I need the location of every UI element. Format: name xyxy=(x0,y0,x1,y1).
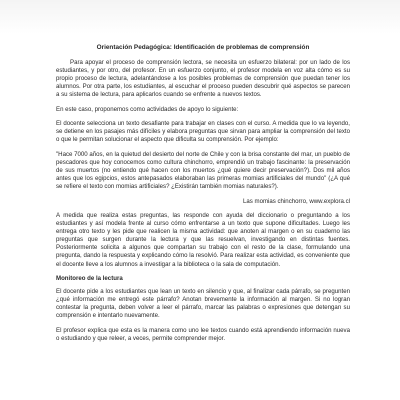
paragraph-rereading: El profesor explica que esta es la manera como uno lee textos cuando está aprendiendo información nueva o estudiando y que releer, a veces, permite comprender mejor. xyxy=(56,326,350,342)
page-top-shade xyxy=(0,0,400,34)
paragraph-questions-activity: A medida que realiza estas preguntas, las responde con ayuda del diccionario o preguntando a los estudiantes y así modela frente al curso cómo enfrentarse a un texto que supone dificultades. Luego les entrega otro texto y les pide que realicen la misma actividad: que anoten al margen o en su cuaderno las preguntas que surgen durante la lectura y que las resuelvan, investigando en distintas fuentes. Posteriormente solicita a algunos que compartan su trabajo con el resto de la clase, formulando una pregunta, dando la respuesta y explicando cómo la resolvió. Para realizar esta actividad, es conveniente que el docente lleve a los alumnos a investigar a la biblioteca o la sala de computación. xyxy=(56,212,350,268)
section-heading-monitoreo: Monitoreo de la lectura xyxy=(56,275,123,283)
paragraph-silent-reading: El docente pide a los estudiantes que lean un texto en silencio y que, al finalizar cada párrafo, se pregunten ¿qué información me entregó este párrafo? Anotan brevemente la información al margen. Si no logran contestar la pregunta, deben volver a leer el párrafo, marcar las palabras o expresiones que detengan su comprensión e intentarlo nuevamente. xyxy=(56,288,350,320)
document-title: Orientación Pedagógica: Identificación de problemas de comprensión xyxy=(96,44,310,51)
document-page xyxy=(56,44,350,349)
paragraph-teacher-selects: El docente selecciona un texto desafiante para trabajar en clases con el curso. A medida que lo va leyendo, se detiene en los pasajes más difíciles y elabora preguntas que sirvan para ampliar la comprensión del texto o que le permitan solucionar el aspecto que dificulta su comprensión. Por ejemplo: xyxy=(56,120,350,144)
paragraph-quote: "Hace 7000 años, en la quietud del desierto del norte de Chile y con la brisa constante del mar, un pueblo de pescadores que hoy conocemos como cultura chinchorro, emprendió un trabajo fascinante: la preservación de sus muertos (no entiendo qué hacen con los muertos ¿qué quiere decir preservación?). Dos mil años antes que los egipcios, estos antepasados elaboraban las primeras momias artificiales del mundo" (¿A qué se refiere el texto con momias artificiales? ¿Existirán también momias naturales?). xyxy=(56,150,350,191)
paragraph-activities-intro: En este caso, proponemos como actividades de apoyo lo siguiente: xyxy=(56,105,239,113)
paragraph-intro: Para apoyar el proceso de comprensión lectora, se necesita un esfuerzo bilateral: por un lado de los estudiantes, y por otro, del profesor. En un esfuerzo conjunto, el profesor modela en voz alta cómo es su propio proceso de lectura, adelantándose a los posibles problemas de comprensión que puedan tener los alumnos. Por otra parte, los estudiantes, al escuchar el proceso pueden descubrir qué aspectos se parecen a su sistema de lectura, para aplicarlos cuando se enfrente a nuevos textos. xyxy=(56,59,350,99)
quote-source: Las momias chinchorro, www.explora.cl xyxy=(242,197,350,205)
